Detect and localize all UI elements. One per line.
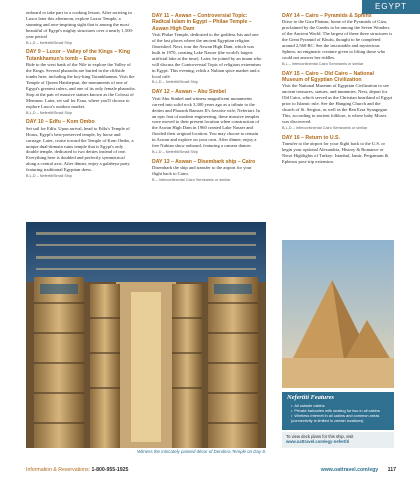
top-bar — [0, 0, 420, 10]
deck-plans-text: To view deck plans for this ship, visit — [286, 434, 354, 439]
day-14-title: DAY 14 – Cairo – Pyramids & Sphinx — [282, 13, 372, 19]
feature-item: • All outside cabins — [291, 403, 394, 408]
day-14-meals: B,L – Intercontinental Cairo Semiramis or similar — [282, 61, 364, 66]
intro-meals: B,L,D – Nefertiti/Small Ship — [26, 40, 73, 45]
day-13-title: DAY 13 – Aswan – Disembark ship – Cairo — [152, 158, 256, 165]
day-15-title: DAY 15 – Cairo – Old Cairo – National Museum of Egyptian Civilization — [282, 70, 374, 84]
day-12-meals: B,L,D – Nefertiti/Small Ship — [152, 149, 199, 154]
day-14-body: Drive to the Giza Plateau, home of the Pyramids of Giza, proclaimed by the Greeks to be among the Seven Wonders of the Ancient World. The largest of these three structures is the Great Pyramid of Khufu, thought to be completed around 2,560 BC. See the inscrutable and mysterious Sphinx, an enigmatic creature given to lifting those who could not answer her riddles. — [282, 19, 393, 60]
photo-caption: Witness the intricately painted décor of Dendera Temple on Day 8. — [26, 448, 266, 455]
page-footer — [0, 460, 420, 480]
footer-site — [321, 467, 396, 473]
ship-features-list — [286, 403, 394, 423]
feature-item: • Wireless Internet in all cabins and common areas (connectivity is limited in certain locations) — [291, 413, 394, 423]
footer-phone[interactable]: 1-800-955-1925 — [91, 467, 129, 473]
deck-plans-link[interactable]: www.oattravel.com/egy-nefertiti — [286, 439, 350, 445]
day-15-body: Visit the National Museum of Egyptian Civilization to see ancient treasures, statues, and mummies. Next, depart for Old Cairo, which served as the Christian heartland of Egypt prior to Islamic rule. See the Hanging Church and the church of St. Sergius, as well as the Ben Ezra Synagogue. This, according to ancient folklore, is where baby Moses was discovered. — [282, 83, 392, 124]
column-3 — [282, 10, 394, 165]
day-16-title: DAY 16 – Return to U.S. — [282, 134, 340, 141]
day-11-body: Visit Philae Temple, dedicated to the goddess Isis and one of the last places where the ancient Egyptian religion flourished. Next, tour the Aswan High Dam, which was built in 1970, creating Lake Nasser (the world's largest artificial lake at the time). Later, be joined by an imam who will discuss the Controversial Topic of religious extremism in Egypt. This evening, relish a Nubian spice market and a local café. — [152, 32, 262, 79]
intro-text: onboard or take part in a cooking lesson. After arriving in Luxor later this afternoon, explore Luxor Temple, a stunning and awe-inspiring sight that is among the most beautiful of Egypt's mighty structures over a nearly 1,500-year period — [26, 10, 134, 39]
page-number: 117 — [387, 467, 396, 473]
day-11-meals: B,L,D – Nefertiti/Small Ship — [152, 80, 199, 85]
section-tab: EGYPT — [362, 0, 420, 14]
ship-features-box — [282, 392, 394, 430]
footer-url[interactable]: www.oattravel.com/egy — [320, 467, 379, 473]
dendera-temple-photo — [26, 222, 266, 454]
day-10-meals: B,L,D – Nefertiti/Small Ship — [26, 174, 73, 179]
day-15-meals: B,L,D – Intercontinental Cairo Semiramis or similar — [282, 125, 368, 130]
deck-plans-box — [282, 432, 394, 448]
pyramids-photo — [282, 240, 394, 388]
column-1 — [26, 10, 136, 182]
day-10-title: DAY 10 – Edfu – Kom Ombo — [26, 119, 95, 126]
column-2 — [152, 10, 262, 186]
day-13-body: Disembark the ship and transfer to the airport for your flight back to Cairo. — [152, 165, 252, 177]
day-13-meals: B – Intercontinental Cairo Semiramis or similar — [152, 178, 231, 183]
day-10-body: Set sail for Edfu. Upon arrival, head to Edfu's Temple of Horus, Egypt's best-preserved temple, by horse and carriage. Later, cruise toward the Temple of Kom Ombo, a unique dual-domain ruins temple that is Egypt's only double temple, dedicated to two deities instead of one. Everything here is doubled and perfectly symmetrical along a central axis. After dinner, enjoy a galabeya party featuring traditional Egyptian dress. — [26, 125, 134, 173]
day-12-body: Visit Abu Simbel and witness magnificent monuments carved into solid rock 3,300 years ago as a tribute to the deities and Pharaoh Ramses II's favorite wife, Nefertari. In an epic feat of modern engineering, these massive temples were moved to their present location when construction of the Aswan High Dam in 1960 created Lake Nasser and flooded their original location. You may choose to remain in Aswan and explore on your own. After dinner, enjoy a free Nubian show onboard, featuring a camera dancer. — [152, 95, 260, 149]
day-16-body: Transfer to the airport for your flight back to the U.S. or begin your optional Alexandria, History & Romance or Nerot Highlights of Turkey: Istanbul, Izmir, Pergamum & Ephesus post-trip extension. — [282, 141, 389, 164]
day-9-meals: B,L,D – Nefertiti/Small Ship — [26, 110, 73, 115]
feature-item: • Private balconies with seating for two in all cabins — [291, 408, 394, 413]
footer-label: Information & Reservations: — [26, 467, 91, 473]
footer-contact — [26, 467, 128, 473]
day-12-title: DAY 12 – Aswan – Abu Simbel — [152, 89, 226, 96]
ship-features-title: Nefertiti Features — [287, 394, 335, 401]
day-9-body: Ride to the west bank of the Nile to explore the Valley of the Kings. Several pharaohs are buried in the cliffside tombs here, including the boy-king Tutankhamun. Visit the Temple of Queen Hatshepsut, the monuments of one of Egypt's greatest rulers, and one of its only female pharaohs. Stop at the pair of massive statues known as the Colossi of Memnon. Later, set sail for Esna, where you'll choose to explore Luxor's outdoor market. — [26, 62, 136, 109]
day-11-title: DAY 11 – Aswan – Controversial Topic: Radical Islam in Egypt – Philae Temple – Aswan High Dam — [152, 13, 252, 32]
day-9-title: DAY 9 – Luxor – Valley of the Kings – King Tutankhamun's tomb – Esna — [26, 49, 131, 62]
